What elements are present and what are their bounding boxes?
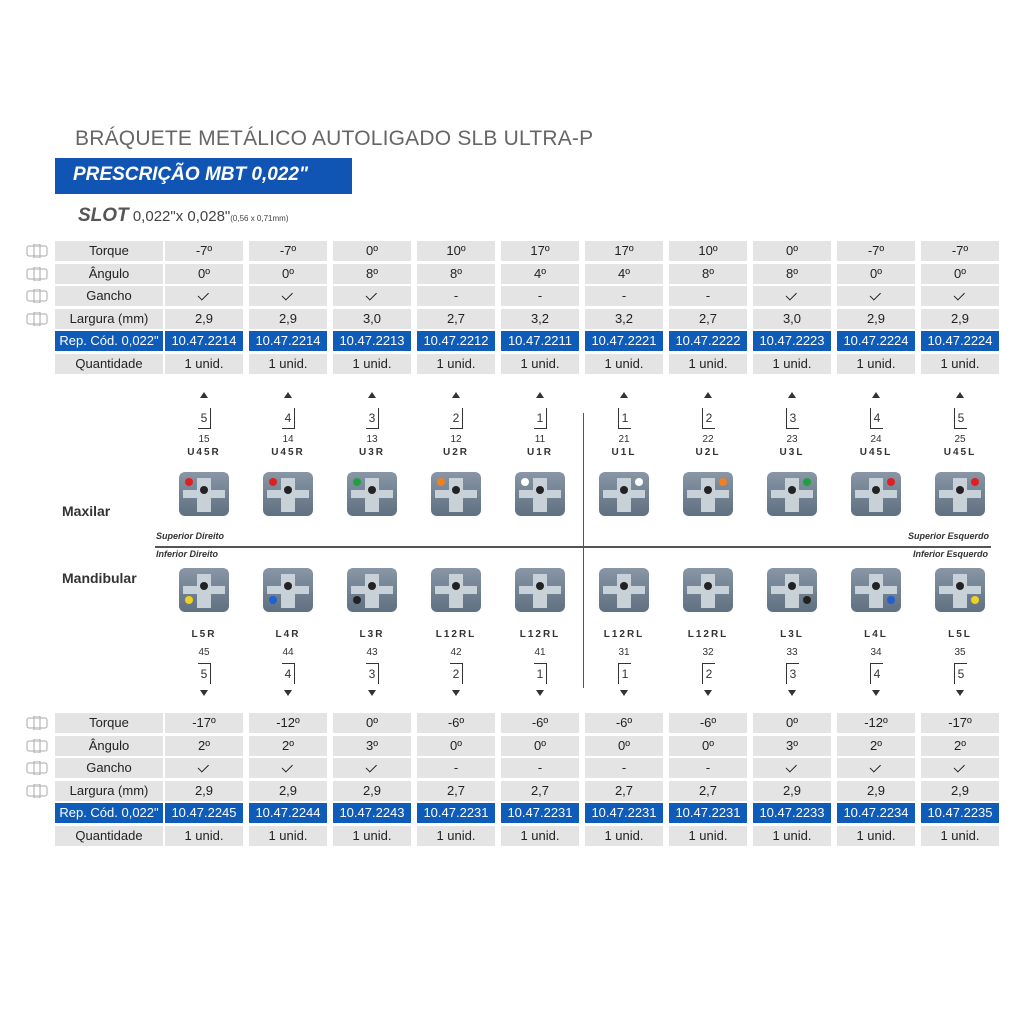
fdi-number: 45	[198, 647, 210, 658]
row-label-angle: Ângulo	[55, 736, 163, 756]
bracket-hook-icon	[26, 761, 48, 775]
fdi-number: 23	[786, 434, 798, 445]
tooth-number: 4	[870, 663, 883, 684]
table-cell: 1 unid.	[417, 354, 495, 374]
arrow-down-icon	[368, 690, 376, 696]
table-row-qty	[0, 354, 1024, 374]
table-cell: 1 unid.	[501, 826, 579, 846]
table-cell: -	[669, 758, 747, 778]
table-cell	[753, 286, 831, 306]
table-cell: 4º	[501, 264, 579, 284]
check-icon	[198, 761, 209, 772]
prescription-banner	[55, 158, 352, 194]
table-cell: -17º	[165, 713, 243, 733]
table-cell: -	[585, 758, 663, 778]
fdi-number: 32	[702, 647, 714, 658]
table-cell: 1 unid.	[753, 826, 831, 846]
row-label-width: Largura (mm)	[55, 781, 163, 801]
check-icon	[366, 289, 377, 300]
check-icon	[870, 289, 881, 300]
table-cell: -7º	[837, 241, 915, 261]
fdi-number: 34	[870, 647, 882, 658]
arrow-down-icon	[200, 690, 208, 696]
table-cell: 10.47.2231	[417, 803, 495, 823]
bracket-lower	[179, 568, 229, 612]
quadrant-lower-left: Inferior Esquerdo	[913, 549, 989, 559]
table-cell: 1 unid.	[837, 826, 915, 846]
table-cell: 17º	[501, 241, 579, 261]
bracket-lower	[347, 568, 397, 612]
tooth-number: 2	[450, 408, 463, 429]
bracket-code: L5L	[948, 629, 972, 640]
table-cell: 10º	[669, 241, 747, 261]
bracket-code: U45R	[187, 447, 221, 458]
bracket-upper	[683, 472, 733, 516]
table-cell: 10.47.2224	[837, 331, 915, 351]
bracket-lower	[599, 568, 649, 612]
row-label-torque: Torque	[55, 241, 163, 261]
row-label-angle: Ângulo	[55, 264, 163, 284]
bracket-lower	[515, 568, 565, 612]
table-cell: -	[501, 758, 579, 778]
check-icon	[870, 761, 881, 772]
row-label-width: Largura (mm)	[55, 309, 163, 329]
check-icon	[954, 761, 965, 772]
arrow-down-icon	[284, 690, 292, 696]
table-row-code	[0, 331, 1024, 351]
bracket-lower	[683, 568, 733, 612]
table-cell: 8º	[417, 264, 495, 284]
row-label-torque: Torque	[55, 713, 163, 733]
table-cell: 2º	[921, 736, 999, 756]
arch-label-maxilar: Maxilar	[62, 503, 111, 519]
row-label-hook: Gancho	[55, 758, 163, 778]
table-row-hook	[0, 286, 1024, 306]
row-label-code: Rep. Cód. 0,022"	[55, 331, 163, 351]
tooth-number: 3	[366, 408, 379, 429]
table-cell: 0º	[837, 264, 915, 284]
row-label-hook: Gancho	[55, 286, 163, 306]
table-cell: 3º	[753, 736, 831, 756]
table-cell: 2,7	[585, 781, 663, 801]
table-cell: -6º	[585, 713, 663, 733]
bracket-code: U3L	[779, 447, 805, 458]
arrow-down-icon	[536, 690, 544, 696]
table-cell: -6º	[417, 713, 495, 733]
check-icon	[282, 289, 293, 300]
color-marker	[269, 478, 277, 486]
fdi-number: 21	[618, 434, 630, 445]
table-row-hook	[0, 758, 1024, 778]
bracket-code: L5R	[191, 629, 217, 640]
tooth-number: 1	[618, 408, 631, 429]
table-cell: 1 unid.	[921, 826, 999, 846]
check-icon	[366, 761, 377, 772]
table-cell: 0º	[249, 264, 327, 284]
tooth-number: 4	[282, 663, 295, 684]
fdi-number: 15	[198, 434, 210, 445]
table-cell: 8º	[333, 264, 411, 284]
row-label-qty: Quantidade	[55, 826, 163, 846]
table-row-torque	[0, 713, 1024, 733]
bracket-lower	[935, 568, 985, 612]
table-cell: 1 unid.	[669, 354, 747, 374]
bracket-code: U3R	[358, 447, 385, 458]
bracket-lower	[851, 568, 901, 612]
table-cell: 2,9	[165, 781, 243, 801]
table-cell: 0º	[669, 736, 747, 756]
table-cell: 10.47.2231	[585, 803, 663, 823]
table-row-angle	[0, 736, 1024, 756]
tooth-number: 5	[198, 663, 211, 684]
fdi-number: 33	[786, 647, 798, 658]
table-cell: 2,9	[333, 781, 411, 801]
table-row-angle	[0, 264, 1024, 284]
arrow-up-icon	[368, 392, 376, 398]
table-cell: 1 unid.	[837, 354, 915, 374]
bracket-code: L4R	[275, 629, 301, 640]
table-cell	[921, 286, 999, 306]
color-marker	[521, 478, 529, 486]
table-cell: 3,0	[753, 309, 831, 329]
table-cell: 10.47.2231	[669, 803, 747, 823]
color-marker	[803, 596, 811, 604]
check-icon	[954, 289, 965, 300]
table-cell: 0º	[585, 736, 663, 756]
table-cell: 2º	[165, 736, 243, 756]
arrow-down-icon	[956, 690, 964, 696]
table-cell: 0º	[753, 241, 831, 261]
table-cell: 8º	[753, 264, 831, 284]
tooth-number: 5	[954, 663, 967, 684]
bracket-code: L12RL	[603, 629, 645, 640]
table-cell: 1 unid.	[585, 354, 663, 374]
bracket-code: U2L	[695, 447, 721, 458]
table-cell: 3,2	[501, 309, 579, 329]
table-cell: 10.47.2243	[333, 803, 411, 823]
table-cell: 8º	[669, 264, 747, 284]
tooth-number: 2	[702, 408, 715, 429]
table-cell: 1 unid.	[165, 354, 243, 374]
table-cell: -17º	[921, 713, 999, 733]
bracket-upper	[515, 472, 565, 516]
color-marker	[971, 596, 979, 604]
table-cell: -6º	[501, 713, 579, 733]
bracket-hook-icon	[26, 289, 48, 303]
arrow-up-icon	[284, 392, 292, 398]
table-cell: 2,9	[249, 781, 327, 801]
table-cell	[333, 286, 411, 306]
table-cell: 10.47.2213	[333, 331, 411, 351]
bracket-upper	[767, 472, 817, 516]
table-cell: 10.47.2224	[921, 331, 999, 351]
table-cell: 1 unid.	[753, 354, 831, 374]
table-cell	[165, 758, 243, 778]
table-cell: 4º	[585, 264, 663, 284]
table-cell: 2,7	[501, 781, 579, 801]
bracket-upper	[179, 472, 229, 516]
midline-vertical	[583, 413, 584, 688]
table-cell	[921, 758, 999, 778]
bracket-code: U1R	[526, 447, 553, 458]
table-cell	[837, 758, 915, 778]
bracket-code: U2R	[442, 447, 469, 458]
arrow-up-icon	[704, 392, 712, 398]
table-cell: 0º	[165, 264, 243, 284]
tooth-number: 3	[366, 663, 379, 684]
quadrant-upper-right: Superior Direito	[156, 531, 225, 541]
color-marker	[185, 596, 193, 604]
bracket-code: U45R	[271, 447, 305, 458]
table-cell: 10.47.2231	[501, 803, 579, 823]
bracket-angle-icon	[26, 739, 48, 753]
table-cell: 2,9	[753, 781, 831, 801]
table-row-qty	[0, 826, 1024, 846]
fdi-number: 11	[534, 434, 546, 445]
tooth-number: 1	[534, 408, 547, 429]
table-row-torque	[0, 241, 1024, 261]
table-cell: 10.47.2221	[585, 331, 663, 351]
table-row-width	[0, 309, 1024, 329]
fdi-number: 25	[954, 434, 966, 445]
table-cell: 1 unid.	[249, 826, 327, 846]
arrow-down-icon	[452, 690, 460, 696]
table-cell: 1 unid.	[249, 354, 327, 374]
table-cell: 10º	[417, 241, 495, 261]
fdi-number: 43	[366, 647, 378, 658]
table-cell: -7º	[165, 241, 243, 261]
bracket-code: U45L	[859, 447, 893, 458]
table-cell: 0º	[333, 241, 411, 261]
arrow-up-icon	[452, 392, 460, 398]
color-marker	[803, 478, 811, 486]
bracket-upper	[347, 472, 397, 516]
color-marker	[887, 478, 895, 486]
slot-label: SLOT	[78, 205, 129, 226]
bracket-upper	[851, 472, 901, 516]
bracket-code: L12RL	[519, 629, 561, 640]
bracket-code: L12RL	[687, 629, 729, 640]
arrow-up-icon	[620, 392, 628, 398]
table-cell: 0º	[921, 264, 999, 284]
bracket-torque-icon	[26, 244, 48, 258]
table-cell: 2,9	[921, 781, 999, 801]
table-cell: 1 unid.	[333, 354, 411, 374]
table-cell	[165, 286, 243, 306]
table-cell: 1 unid.	[165, 826, 243, 846]
tooth-number: 3	[786, 663, 799, 684]
tooth-number: 4	[870, 408, 883, 429]
table-cell: -7º	[921, 241, 999, 261]
table-cell: 2,9	[921, 309, 999, 329]
bracket-width-icon	[26, 312, 48, 326]
tooth-number: 1	[618, 663, 631, 684]
bracket-lower	[263, 568, 313, 612]
table-cell: 2,9	[249, 309, 327, 329]
table-cell: 3,2	[585, 309, 663, 329]
fdi-number: 14	[282, 434, 294, 445]
arch-label-mandibular: Mandibular	[62, 570, 137, 586]
color-marker	[437, 478, 445, 486]
table-cell: -7º	[249, 241, 327, 261]
bracket-code: L3L	[780, 629, 804, 640]
table-cell: 1 unid.	[501, 354, 579, 374]
quadrant-upper-left: Superior Esquerdo	[908, 531, 990, 541]
table-cell: -	[501, 286, 579, 306]
fdi-number: 13	[366, 434, 378, 445]
table-cell: 2º	[249, 736, 327, 756]
bracket-upper	[935, 472, 985, 516]
table-cell: -	[417, 758, 495, 778]
bracket-lower	[431, 568, 481, 612]
table-cell: 10.47.2233	[753, 803, 831, 823]
bracket-angle-icon	[26, 267, 48, 281]
tooth-number: 2	[450, 663, 463, 684]
row-label-qty: Quantidade	[55, 354, 163, 374]
table-cell: 2,9	[837, 309, 915, 329]
tooth-number: 4	[282, 408, 295, 429]
arrow-down-icon	[872, 690, 880, 696]
table-cell: 3,0	[333, 309, 411, 329]
table-cell: -	[669, 286, 747, 306]
fdi-number: 44	[282, 647, 294, 658]
color-marker	[635, 478, 643, 486]
table-cell: 2,7	[669, 309, 747, 329]
fdi-number: 41	[534, 647, 546, 658]
tooth-number: 1	[534, 663, 547, 684]
bracket-code: L3R	[359, 629, 385, 640]
slot-mm: (0,56 x 0,71mm)	[230, 214, 289, 223]
table-cell: -	[585, 286, 663, 306]
arrow-up-icon	[872, 392, 880, 398]
table-cell: -6º	[669, 713, 747, 733]
table-cell: 0º	[501, 736, 579, 756]
table-cell: 1 unid.	[669, 826, 747, 846]
tooth-number: 5	[198, 408, 211, 429]
table-cell: 1 unid.	[417, 826, 495, 846]
color-marker	[353, 596, 361, 604]
bracket-upper	[263, 472, 313, 516]
check-icon	[786, 761, 797, 772]
table-cell: 2,7	[669, 781, 747, 801]
arrow-down-icon	[704, 690, 712, 696]
table-cell: 1 unid.	[585, 826, 663, 846]
table-cell: -12º	[249, 713, 327, 733]
table-cell: 2,7	[417, 309, 495, 329]
fdi-number: 42	[450, 647, 462, 658]
bracket-lower	[767, 568, 817, 612]
arrow-down-icon	[620, 690, 628, 696]
table-cell: 10.47.2211	[501, 331, 579, 351]
table-cell: -	[417, 286, 495, 306]
table-cell: 3º	[333, 736, 411, 756]
table-cell: 10.47.2212	[417, 331, 495, 351]
fdi-number: 22	[702, 434, 714, 445]
bracket-code: L12RL	[435, 629, 477, 640]
table-cell	[249, 286, 327, 306]
check-icon	[282, 761, 293, 772]
arrow-up-icon	[788, 392, 796, 398]
table-row-width	[0, 781, 1024, 801]
table-cell: 10.47.2214	[165, 331, 243, 351]
check-icon	[786, 289, 797, 300]
table-cell: 10.47.2245	[165, 803, 243, 823]
table-row-code	[0, 803, 1024, 823]
fdi-number: 31	[618, 647, 630, 658]
table-cell: 10.47.2234	[837, 803, 915, 823]
fdi-number: 12	[450, 434, 462, 445]
color-marker	[971, 478, 979, 486]
color-marker	[185, 478, 193, 486]
quadrant-lower-right: Inferior Direito	[156, 549, 219, 559]
color-marker	[887, 596, 895, 604]
table-cell: 0º	[753, 713, 831, 733]
color-marker	[353, 478, 361, 486]
bracket-code: U1L	[611, 447, 637, 458]
bracket-code: U45L	[943, 447, 977, 458]
slot-value: 0,022"x 0,028"	[132, 208, 231, 225]
table-cell: 2,9	[165, 309, 243, 329]
bracket-torque-icon	[26, 716, 48, 730]
table-cell: 10.47.2235	[921, 803, 999, 823]
table-cell	[753, 758, 831, 778]
table-cell: 1 unid.	[921, 354, 999, 374]
bracket-upper	[431, 472, 481, 516]
check-icon	[198, 289, 209, 300]
tooth-number: 5	[954, 408, 967, 429]
table-cell: 10.47.2223	[753, 331, 831, 351]
bracket-width-icon	[26, 784, 48, 798]
table-cell: 2º	[837, 736, 915, 756]
tooth-number: 2	[702, 663, 715, 684]
bracket-code: L4L	[864, 629, 888, 640]
table-cell	[837, 286, 915, 306]
arrow-down-icon	[788, 690, 796, 696]
table-cell: 0º	[333, 713, 411, 733]
color-marker	[269, 596, 277, 604]
prescription-label: PRESCRIÇÃO MBT 0,022"	[73, 164, 308, 185]
table-cell: -12º	[837, 713, 915, 733]
table-cell	[333, 758, 411, 778]
arrow-up-icon	[200, 392, 208, 398]
table-cell: 0º	[417, 736, 495, 756]
table-cell: 10.47.2222	[669, 331, 747, 351]
table-cell: 17º	[585, 241, 663, 261]
table-cell	[249, 758, 327, 778]
table-cell: 2,7	[417, 781, 495, 801]
arrow-up-icon	[536, 392, 544, 398]
tooth-number: 3	[786, 408, 799, 429]
table-cell: 1 unid.	[333, 826, 411, 846]
occlusal-line	[155, 546, 991, 548]
fdi-number: 24	[870, 434, 882, 445]
slot-spec	[78, 205, 288, 227]
page-title: BRÁQUETE METÁLICO AUTOLIGADO SLB ULTRA-P	[75, 127, 594, 150]
fdi-number: 35	[954, 647, 966, 658]
table-cell: 10.47.2244	[249, 803, 327, 823]
table-cell: 10.47.2214	[249, 331, 327, 351]
arrow-up-icon	[956, 392, 964, 398]
color-marker	[719, 478, 727, 486]
table-cell: 2,9	[837, 781, 915, 801]
bracket-upper	[599, 472, 649, 516]
row-label-code: Rep. Cód. 0,022"	[55, 803, 163, 823]
